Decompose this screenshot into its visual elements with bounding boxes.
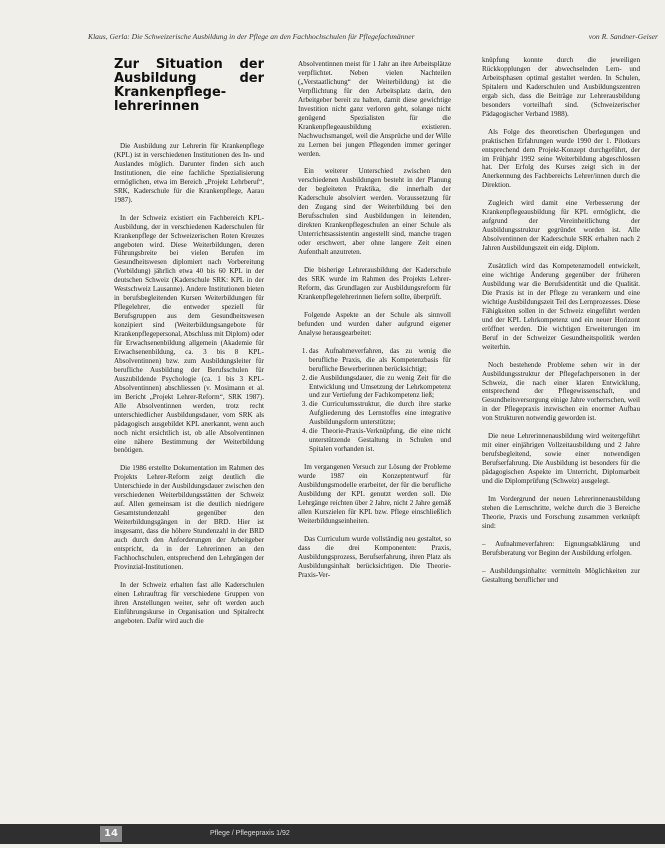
bullet-item: – Aufnahmeverfahren: Eignungsabklärung und Berufsberatung vor Beginn der Ausbildung erfolgen. — [482, 539, 640, 557]
paragraph: knüpfung konnte durch die jeweiligen Rückkopplungen der abwechselnden Lern- und Arbeitsphasen optimal gestaltet werden. In Schulen, Spitalern und Kaderschulen und Ausbildungszentren ergab sich, dass die Beiträge zur Lehrerausbildung besonders vorteilhaft sind. (Schweizerischer Pädagogischer Verband 1988). — [482, 56, 640, 118]
paragraph: Absolventinnen meist für 1 Jahr an ihre Arbeitsplätze verpflichtet. Neben vielen Nachteilen („Verstaatlichung“ der Weiterbildung) ist die Verpflichtung für den Arbeitsplatz darin, den Arbeitgeber bereit zu halten, damit diese gewichtige Investition nicht ganz verloren geht, solange nicht genügend Spezialisten für die Krankenpflegeausbildung existieren. Nachwuchsmangel, weil die Ansprüche und der Wille zu Lernen bei jungen Pflegenden immer geringer werden. — [298, 60, 451, 158]
paragraph: Zugleich wird damit eine Verbesserung der Krankenpflegeausbildung für KPL ermöglicht, die aufgrund der Vereinheitlichung der Ausbildungsstruktur gegründet worden ist. Alle Absolventinnen der Kaderschule SRK erhalten nach 2 Jahren Ausbildungszeit ein eidg. Diplom. — [482, 199, 640, 253]
paragraph: Das Curriculum wurde vollständig neu gestaltet, so dass die drei Komponenten: Praxis, Ausbildungsprozess, Berufserfahrung, ihren Platz als Ausbildungsinhalt berücksichtigen. Die Theorie-Praxis-Ver- — [298, 534, 451, 579]
paragraph: Im Vordergrund der neuen Lehrerinnenausbildung stehen die Lernschritte, welche durch die 3 Bereiche Theorie, Praxis und Forschung zusammen verknüpft sind: — [482, 494, 640, 530]
paragraph: Folgende Aspekte an der Schule als sinnvoll befunden und wurden daher aufgrund eigener Analyse herausgearbeitet: — [298, 310, 451, 337]
column-1 — [114, 58, 264, 635]
list-item: 1. das Aufnahmeverfahren, das zu wenig die berufliche Praxis, die als Kompetenzbasis für berufliche Bewerberinnen berücksichtigt; — [309, 347, 451, 374]
paragraph: Die Ausbildung zur Lehrerin für Krankenpflege (KPL) ist in verschiedenen Institutionen des In- und Auslandes möglich. Darunter finden sich auch Institutionen, die eine fachliche Spezialisierung ermöglichen, etwa im Bereich „Projekt Lehrberuf“, SRK, Kaderschule für die Krankenpflege, Aarau 1987). — [114, 142, 264, 204]
paragraph: Im vergangenen Versuch zur Lösung der Probleme wurde 1987 ein Konzeptentwurf für Ausbildungsmodelle erarbeitet, der für die berufliche Ausbildung der KPL genutzt werden soll. Die Lehrgänge reichten über 2 Jahre, nicht 2 Jahre gemäß allen Kurszielen für KPL bzw. Pflege einschließlich Weiterbildungseinheiten. — [298, 463, 451, 525]
problem-list — [298, 347, 451, 454]
paragraph: Die 1986 erstellte Dokumentation im Rahmen des Projekts Lehrer-Reform zeigt deutlich die Unterschiede in der Ausbildungsdauer zwischen den verschiedenen Weiterbildungsstätten der Schweiz auf. Allen gemeinsam ist die deutlich niedrigere Gesamtstundenzahl gegenüber den Weiterbildungsgängen in der BRD. Hier ist insgesamt, dass die höhere Stundenzahl in der BRD auch durch den Anforderungen der Arbeitgeber entspricht, da in der Lehrerinnen an den Fachhochschulen, entsprechend den Lehrgängen der Provinzial-Institutionen. — [114, 464, 264, 571]
paragraph: In der Schweiz erhalten fast alle Kaderschulen einen Lehrauftrag für verschiedene Gruppen von ihren Anstellungen weiter, sehr oft werden auch Einführungskurse in Organisation und Spitalrecht angeboten. Dafür wird auch die — [114, 580, 264, 625]
column-3 — [482, 56, 640, 594]
paragraph: In der Schweiz existiert ein Fachbereich KPL-Ausbildung, der in verschiedenen Kaderschulen für Krankenpflege der Schweizerischen Roten Kreuzes angeboten wird. Diese Weiterbildungen, deren Führungsbreite bei vielen Berufen im Gesundheitswesen diplomiert nach Vorbereitung (Vorbildung) jährlich etwa 40 bis 60 KPL in der deutschen Schweiz (Kaderschule SRK: KPL in der Westschweiz Lausanne). Andere Institutionen bieten in berufsbegleitenden Kursen Weiterbildungen für Pflegelehrer, die entweder speziell für Berufsgruppen aus dem Gesundheitswesen konzipiert sind (Weiterbildungsangebote für Krankenpflegepersonal, Abschluss mit Diplom) oder für Erwachsenenbildung allgemein (Akademie für Erwachsenenbildung, ca. 3 bis 8 KPL-Absolventinnen) bzw. zum Ausbildungsleiter für berufliche Ausbildung der Berufsschulen für Auszubildende Psychologie (ca. 1 bis 3 KPL-Absolventinnen) abschliessen (v. Mosimann et al. im Bericht „Projekt Lehrer-Reform“, SRK 1987). Alle Absolventinnen werden, trotz recht unterschiedlicher Ausbildungsdauer, vom SRK als pädagogisch ausgebildet KPL anerkannt, wenn auch noch nicht ersichtlich ist, ob alle Absolventinnen eine nähere Bestimmung der Weiterbildung benötigen. — [114, 213, 264, 455]
paragraph: Zusätzlich wird das Kompetenzmodell entwickelt, eine wichtige Änderung gegenüber der früheren Ausbildung war die Berufsidentität und die Qualität. Die Praxis ist in der Pflege zu verankern und eine wichtige Ausbildungszeit Teil des Lernprozesses. Diese Fähigkeiten sollen in der Schweiz eingeführt werden und der KPL Lehrkompetenz und ein neuer Horizont eröffnet werden. Die wichtigen Erweiterungen im Beruf in der Schweizer Gesundheitspolitik werden weiterhin. — [482, 262, 640, 351]
running-header-right: von R. Sandner-Geiser — [588, 32, 658, 41]
bullet-item: – Ausbildungsinhalte: vermitteln Möglichkeiten zur Gestaltung beruflicher und — [482, 566, 640, 584]
paragraph: Die neue Lehrerinnenausbildung wird weitergeführt mit einer einjährigen Vollzeitausbildung und 2 Jahre berufsbegleitend, sowie einer notwendigen Berufserfahrung. Die Ausbildung ist besonders für die pädagogischen Aspekte im Unterricht, Diplomarbeit und die Diplomprüfung (Schweiz) ausgelegt. — [482, 432, 640, 486]
paragraph: Ein weiterer Unterschied zwischen den verschiedenen Ausbildungen besteht in der Planung der begleiteten Praktika, die innerhalb der Kaderschule absolviert werden. Voraussetzung für den Zugang sind der Weiterbildung bei den Berufsschulen sind Ausbildungen in leitenden, direkten Krankenpflegeschulen an einer Schule als Unterrichtsassistentin angestellt sind, manche tragen oder erschwert, aber ohne langere Zeit einen Aufenthalt anzutreten. — [298, 167, 451, 257]
list-item: 3. die Curriculumsstruktur, die durch ihre starke Aufgliederung des Lernstoffes eine integrative Ausbildungsform unterstützte; — [309, 400, 451, 427]
article-title: Zur Situation der Ausbildung der Krankenpflege-lehrerinnen — [114, 57, 264, 114]
running-header — [88, 32, 658, 41]
column-2 — [298, 60, 451, 589]
journal-footer: Pflege / Pflegepraxis 1/92 — [210, 830, 290, 837]
list-item: 2. die Ausbildungsdauer, die zu wenig Zeit für die Entwicklung und Umsetzung der Lehrkompetenz und zur Vertiefung der Fachkompetenz ließ; — [309, 374, 451, 401]
paragraph: Die bisherige Lehrerausbildung der Kaderschule des SRK wurde im Rahmen des Projekts Lehrer-Reform, das Grundlagen zur Ausbildungsreform für Krankenpflegelehrerinnen liefern sollte, überprüft. — [298, 266, 451, 301]
running-header-left: Klaus, Gerla: Die Schweizerische Ausbildung in der Pflege an den Fachhochschulen für Pflegefachmänner — [88, 32, 415, 41]
page-number: 14 — [100, 826, 122, 842]
list-item: 4. die Theorie-Praxis-Verknüpfung, die eine nicht unterstützende Gestaltung in Schulen und Spitalen vorhanden ist. — [309, 427, 451, 454]
paragraph: Noch bestehende Probleme sehen wir in der Ausbildungsstruktur der Pflegefachpersonen in der Schweiz, die nach einer klaren Entwicklung, entsprechend der Pflegewissenschaft, und Gesundheitsversorgung einige Jahre vorherrschen, weil in der Pflegepraxis inzwischen ein enormer Aufbau von Strukturen notwendig geworden ist. — [482, 360, 640, 423]
paragraph: Als Folge des theoretischen Überlegungen und praktischen Erfahrungen wurde 1990 der 1. Pilotkurs entsprechend dem Projekt-Konzept durchgeführt, der im Frühjahr 1992 seine Weiterbildung abgeschlossen hat. Der Erfolg des Kurses zeigt sich in der Anerkennung des Fachbereichs Lehrer/innen durch die Direktion. — [482, 127, 640, 190]
